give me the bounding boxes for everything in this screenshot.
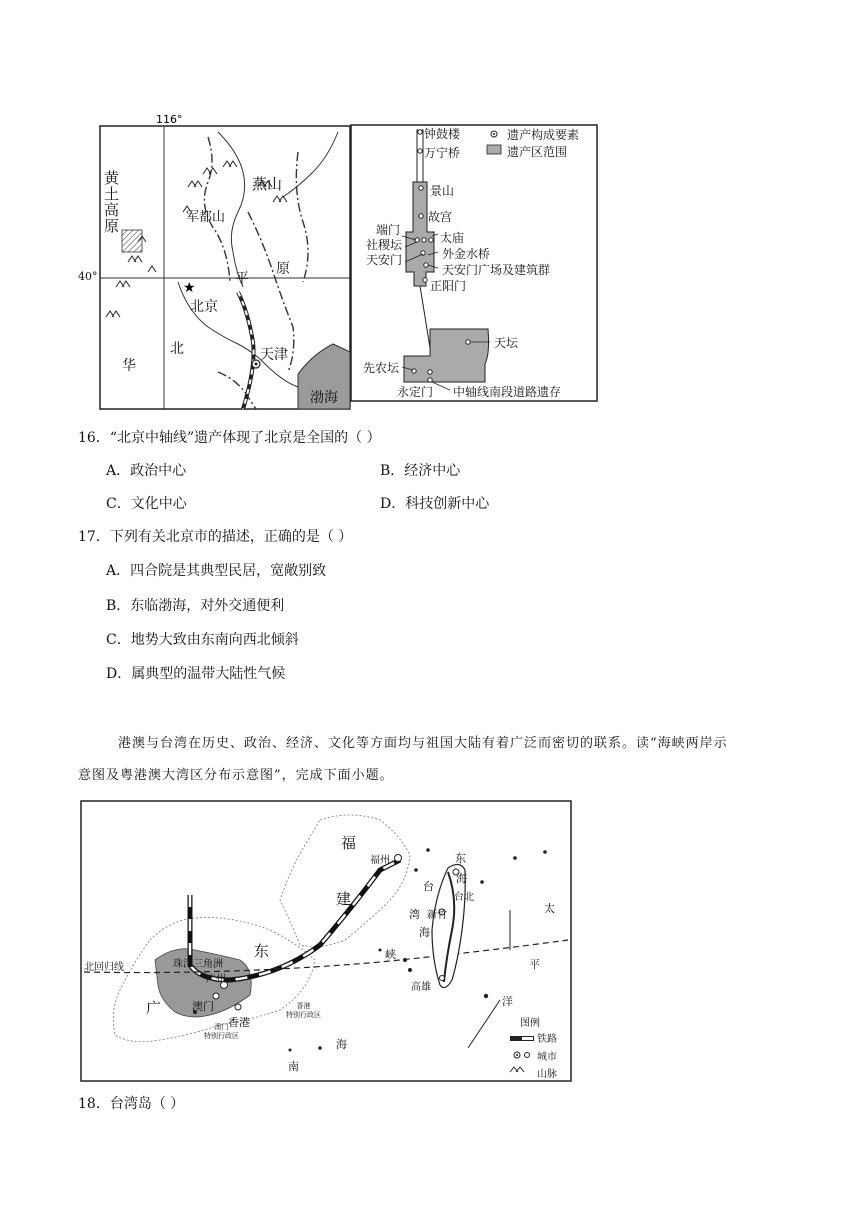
pacific-label-yang: 洋 [502,995,513,1008]
jingshan-label: 景山 [430,184,455,198]
yanshan-label: 燕山 [252,175,283,193]
south-road-label: 中轴线南段道路遗存 [453,385,562,399]
jinshuiqiao-label: 外金水桥 [442,247,491,261]
q17-option-c[interactable]: C．地势大致由东南向西北倾斜 [106,632,299,648]
tropic-label: 北回归线 [84,962,124,973]
intro-line-2: 意图及粤港澳大湾区分布示意图”，完成下面小题。 [78,768,394,783]
east-sea-label-1: 东 [455,852,466,865]
legend-title: 图例 [520,1018,540,1029]
guangdong-label-dong: 东 [254,942,270,960]
duanmen-label: 端门 [376,223,401,237]
south-sea-label-2: 海 [336,1038,347,1051]
intro-line-1: 港澳与台湾在历史、政治、经济、文化等方面均与祖国大陆有着广泛而密切的联系。读“海峡两岸示 [118,736,728,751]
bohai-label: 渤海 [310,390,338,406]
legend-area-label: 遗产区范围 [507,145,568,159]
strait-label-xia: 峡 [385,948,396,961]
tianjin-label: 天津 [260,347,288,363]
xinzhu-label: 新竹 [427,910,447,921]
legend-city-label: 城市 [537,1052,557,1063]
beijing-label: 北京 [190,299,218,315]
xianggang-label: 香港 [228,1016,250,1029]
tiananmen-label: 天安门 [366,253,403,267]
legend-rail-label: 铁路 [537,1034,557,1045]
fujian-label-fu: 福 [341,834,357,852]
hk-sar-label: 香港 特别行政区 [286,1002,321,1019]
q17-stem: 17．下列有关北京市的描述，正确的是（ ） [78,529,353,545]
pacific-label-tai: 太 [544,902,555,915]
fujian-label-jian: 建 [336,890,352,908]
jundushan-label: 军都山 [186,210,226,225]
legend-element-label: 遗产构成要素 [507,128,580,142]
gaoxiong-label: 高雄 [411,982,431,993]
south-sea-label-1: 南 [288,1060,299,1073]
q16-stem: 16．“北京中轴线”遗产体现了北京是全国的（ ） [78,430,381,446]
taibei-label-text: 台北 [454,892,474,903]
beijing-location-map [98,112,353,412]
mo-sar-label: 澳门 特别行政区 [204,1023,239,1040]
strait-bay-area-map [80,800,572,1082]
tiananmen-square-label: 天安门广场及建筑群 [442,263,551,277]
q18-stem: 18．台湾岛（ ） [78,1096,185,1112]
capital-star-icon: ★ [183,280,196,296]
huabei-label-hua: 华 [122,358,136,374]
wanningqiao-label: 万宁桥 [424,146,461,160]
q16-option-b[interactable]: B．经济中心 [380,463,461,479]
pacific-label-ping: 平 [529,958,540,971]
taimiao-label: 太庙 [440,231,465,245]
latitude-label: 40° [78,270,98,283]
strait-label-hai: 海 [419,926,430,939]
q16-option-a[interactable]: A．政治中心 [106,463,187,479]
plain-label-yuan: 原 [276,261,290,277]
tiantan-label: 天坛 [494,336,519,350]
strait-label-tai: 台 [423,880,434,893]
huabei-label-bei: 北 [170,341,184,357]
q17-option-a[interactable]: A．四合院是其典型民居，宽敞别致 [106,563,327,579]
east-sea-label-2: 海 [456,872,467,885]
aomen-label: 澳门 [192,1000,214,1013]
plain-label-ping: 平 [235,271,249,287]
q16-option-d[interactable]: D．科技创新中心 [380,496,490,512]
guangzhou-label: 广州 [206,974,226,985]
zhonggulou-label: 钟鼓楼 [424,127,461,141]
gugong-label: 故宫 [428,210,453,224]
loess-plateau-label: 黄 土 高 原 [104,169,120,235]
q16-option-c[interactable]: C．文化中心 [106,496,187,512]
zhengyangmen-label: 正阳门 [430,279,467,293]
q17-option-b[interactable]: B．东临渤海，对外交通便利 [106,598,285,614]
fuzhou-label: 福州 [370,855,390,866]
strait-label-wan: 湾 [409,908,420,921]
q17-option-d[interactable]: D．属典型的温带大陆性气候 [106,666,286,682]
prd-label: 珠江三角洲 [173,959,223,970]
guangdong-label-guang: 广 [146,999,162,1017]
shejitan-label: 社稷坛 [366,238,403,252]
longitude-label: 116° [156,113,183,126]
yongdingmen-label: 永定门 [397,385,434,399]
xiannongtan-label: 先农坛 [363,361,400,375]
legend-mountain-label: 山脉 [537,1069,557,1080]
